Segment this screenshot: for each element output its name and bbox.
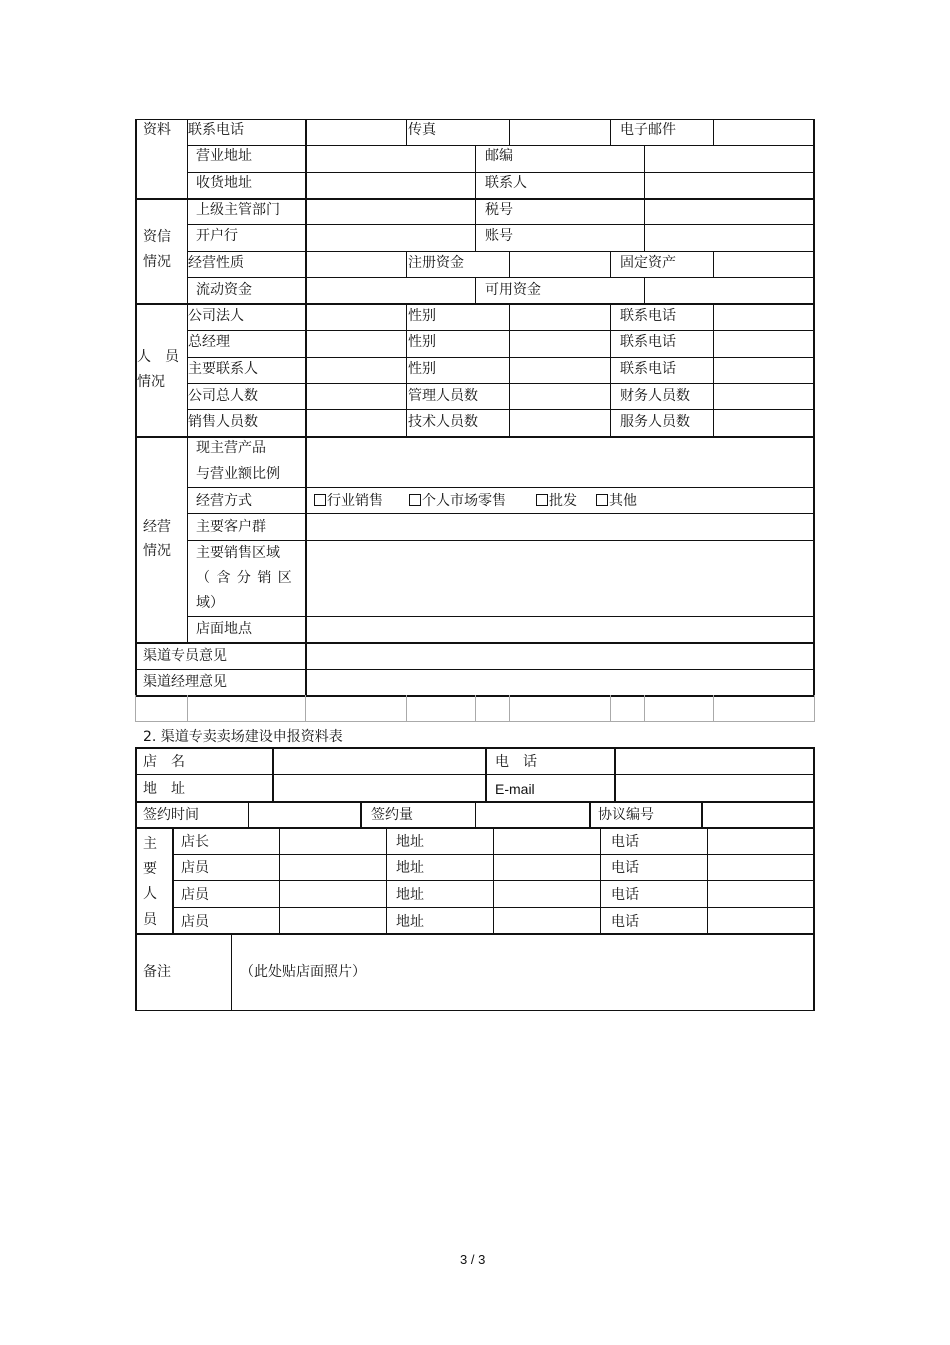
label-sales-region-2: （ 含 分 销 区	[196, 570, 293, 586]
option-industry-sales[interactable]: 行业销售	[314, 493, 383, 509]
label-sign-amount: 签约量	[371, 807, 413, 823]
staff-address-label: 地址	[396, 887, 424, 903]
label-fax: 传真	[408, 122, 436, 138]
label-main-staff-1: 主	[143, 836, 157, 852]
checkbox-icon[interactable]	[314, 494, 326, 506]
checkbox-icon[interactable]	[596, 494, 608, 506]
label-store-phone: 电 话	[495, 754, 537, 770]
label-store-email: E-mail	[495, 781, 535, 797]
label-channel-manager-opinion: 渠道经理意见	[143, 674, 227, 690]
label-sales-staff: 销售人员数	[188, 414, 258, 430]
label-gender: 性别	[408, 361, 436, 377]
label-phone: 联系电话	[620, 308, 676, 324]
label-contact-person: 联系人	[485, 175, 527, 191]
label-channel-specialist-opinion: 渠道专员意见	[143, 648, 227, 664]
page-number: 3 / 3	[460, 1252, 486, 1267]
option-retail[interactable]: 个人市场零售	[409, 493, 506, 509]
section-label-jingying-1: 经营	[143, 519, 171, 535]
section-title: 2. 渠道专卖卖场建设申报资料表	[143, 729, 343, 745]
label-general-manager: 总经理	[188, 334, 230, 350]
label-postcode: 邮编	[485, 148, 513, 164]
label-gender: 性别	[408, 334, 436, 350]
label-store-address: 地 址	[143, 781, 185, 797]
staff-address-label: 地址	[396, 914, 424, 930]
label-main-staff-4: 员	[143, 912, 157, 928]
label-main-contact: 主要联系人	[188, 361, 258, 377]
staff-phone-label: 电话	[611, 887, 639, 903]
checkbox-icon[interactable]	[409, 494, 421, 506]
section-label-zixin-1: 资信	[143, 229, 171, 245]
label-working-capital: 流动资金	[196, 282, 252, 298]
label-total-staff: 公司总人数	[188, 388, 258, 404]
staff-phone-label: 电话	[611, 860, 639, 876]
photo-placeholder-note: （此处贴店面照片）	[240, 964, 366, 980]
label-legal-person: 公司法人	[188, 308, 244, 324]
label-main-staff-2: 要	[143, 861, 157, 877]
staff-role: 店员	[181, 914, 209, 930]
section-label-jingying-2: 情况	[143, 543, 171, 559]
label-service-staff: 服务人员数	[620, 414, 690, 430]
label-phone: 联系电话	[620, 361, 676, 377]
label-agreement-no: 协议编号	[598, 807, 654, 823]
label-main-customers: 主要客户群	[196, 519, 266, 535]
label-bank: 开户行	[196, 228, 238, 244]
label-finance-staff: 财务人员数	[620, 388, 690, 404]
label-remarks: 备注	[143, 964, 171, 980]
label-gender: 性别	[408, 308, 436, 324]
label-sign-time: 签约时间	[143, 807, 199, 823]
label-sales-region-3: 域）	[196, 595, 224, 611]
staff-address-label: 地址	[396, 860, 424, 876]
label-business-nature: 经营性质	[188, 255, 244, 271]
label-main-staff-3: 人	[143, 886, 157, 902]
label-account: 账号	[485, 228, 513, 244]
checkbox-icon[interactable]	[536, 494, 548, 506]
label-store-location: 店面地点	[196, 621, 252, 637]
label-phone: 联系电话	[620, 334, 676, 350]
label-business-mode: 经营方式	[196, 493, 252, 509]
label-fixed-assets: 固定资产	[620, 255, 676, 271]
label-business-address: 营业地址	[196, 148, 252, 164]
staff-role: 店员	[181, 887, 209, 903]
label-main-products-1: 现主营产品	[196, 440, 266, 456]
section-label-zixin-2: 情况	[143, 254, 171, 270]
staff-role: 店员	[181, 860, 209, 876]
label-store-name: 店 名	[143, 754, 185, 770]
label-available-capital: 可用资金	[485, 282, 541, 298]
label-superior-dept: 上级主管部门	[196, 202, 280, 218]
label-tech-staff: 技术人员数	[408, 414, 478, 430]
label-tax-id: 税号	[485, 202, 513, 218]
section-label-ziliao: 资料	[143, 122, 171, 138]
section-label-renyuan-1: 人 员	[137, 349, 179, 365]
option-other[interactable]: 其他	[596, 493, 637, 509]
label-main-products-2: 与营业额比例	[196, 466, 280, 482]
staff-phone-label: 电话	[611, 914, 639, 930]
label-sales-region-1: 主要销售区域	[196, 545, 280, 561]
staff-address-label: 地址	[396, 834, 424, 850]
section-label-renyuan-2: 情况	[137, 374, 165, 390]
staff-phone-label: 电话	[611, 834, 639, 850]
label-delivery-address: 收货地址	[196, 175, 252, 191]
label-management-staff: 管理人员数	[408, 388, 478, 404]
option-wholesale[interactable]: 批发	[536, 493, 577, 509]
label-registered-capital: 注册资金	[408, 255, 464, 271]
label-contact-phone: 联系电话	[188, 122, 244, 138]
label-email: 电子邮件	[620, 122, 676, 138]
staff-role: 店长	[181, 834, 209, 850]
